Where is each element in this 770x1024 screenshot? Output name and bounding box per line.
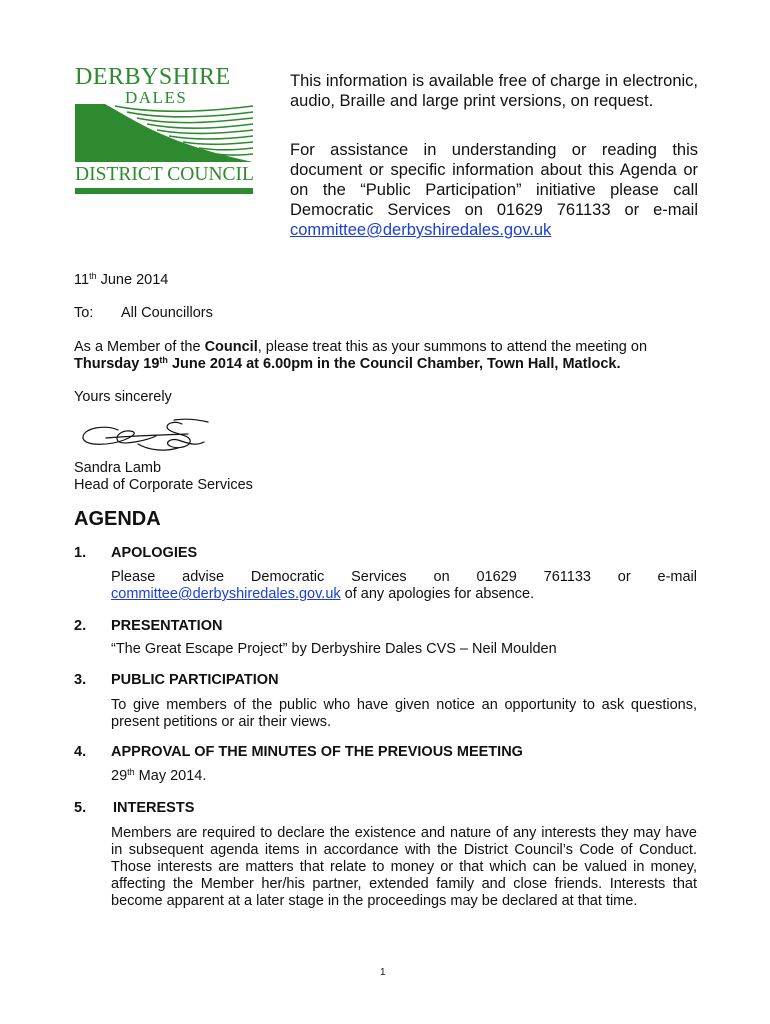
hills-icon [75, 104, 257, 162]
minutes-date-suffix: th [127, 767, 135, 777]
apologies-line [111, 569, 697, 585]
logo-line-district-council: DISTRICT COUNCIL [75, 164, 254, 185]
item-number: 2. [74, 618, 87, 634]
page-number: 1 [380, 967, 386, 978]
apologies-word: Please [111, 569, 156, 585]
item-heading-apologies: APOLOGIES [111, 545, 198, 561]
apologies-text-after: of any apologies for absence. [340, 586, 535, 602]
apologies-email-link[interactable]: committee@derbyshiredales.gov.uk [111, 586, 341, 602]
assistance-text: For assistance in understanding or reading this document or specific information about this Agenda or on the “Public Participation” initiative please call Democratic Services on 01629 761133 or e-mail [290, 141, 698, 219]
item-number: 1. [74, 545, 87, 561]
item-number: 4. [74, 744, 87, 760]
letter-date [74, 272, 168, 289]
summons-body: Council [204, 339, 258, 355]
apologies-word: 761133 [543, 569, 591, 585]
date-rest: June 2014 [96, 272, 169, 288]
apologies-word: advise [182, 569, 225, 585]
interests-text: Members are required to declare the existence and nature of any interests they may have in subsequent agenda items in accordance with the District Council’s Code of Conduct. Those interests are matters that relate to money or that which can be valued in money, affecting the Member her/his partner, extended family and close friends. Interests that become apparent at a later stage in the proceedings may be declared at that time. [111, 825, 697, 909]
apologies-word: on [433, 569, 450, 585]
signature-image [78, 416, 213, 456]
assistance-notice [290, 140, 698, 240]
minutes-date-day: 29 [111, 768, 128, 784]
apologies-word: Services [351, 569, 407, 585]
closing-text: Yours sincerely [74, 389, 172, 405]
item-heading-presentation: PRESENTATION [111, 618, 223, 634]
summons-pre: As a Member of the [74, 339, 205, 355]
meeting-details [74, 356, 621, 373]
meeting-suffix: th [159, 355, 168, 365]
logo-underline [75, 188, 253, 194]
minutes-date-rest: May 2014. [134, 768, 207, 784]
summons-mid: , please treat this as your summons to attend the meeting on [257, 339, 648, 355]
header-email-link[interactable]: committee@derbyshiredales.gov.uk [290, 221, 552, 239]
item-number: 5. [74, 800, 87, 816]
recipient-label: To: [74, 305, 94, 321]
logo-line-derbyshire: DERBYSHIRE [75, 64, 231, 90]
item-heading-interests: INTERESTS [113, 800, 195, 816]
council-logo [75, 64, 257, 199]
availability-notice: This information is available free of charge in electronic, audio, Braille and large print versions, on request. [290, 72, 698, 110]
logo-line-dales: DALES [125, 88, 188, 107]
meeting-rest: June 2014 at 6.00pm in the Council Chamber, Town Hall, Matlock. [167, 356, 621, 372]
date-suffix: th [89, 271, 97, 281]
signatory-title: Head of Corporate Services [74, 477, 253, 493]
date-day: 11 [74, 272, 90, 288]
item-heading-public-participation: PUBLIC PARTICIPATION [111, 672, 279, 688]
apologies-word: or [617, 569, 631, 585]
public-participation-text: To give members of the public who have given notice an opportunity to ask questions, present petitions or air their views. [111, 697, 697, 730]
recipient-value: All Councillors [121, 305, 213, 321]
apologies-word: Democratic [250, 569, 325, 585]
apologies-email-line [111, 586, 534, 603]
item-number: 3. [74, 672, 87, 688]
apologies-word: 01629 [476, 569, 517, 585]
apologies-word: e-mail [657, 569, 697, 585]
summons-line [74, 339, 647, 356]
minutes-date [111, 768, 206, 785]
agenda-heading: AGENDA [74, 508, 161, 530]
presentation-text: “The Great Escape Project” by Derbyshire Dales CVS – Neil Moulden [111, 641, 557, 657]
signatory-name: Sandra Lamb [74, 460, 162, 476]
meeting-day: Thursday 19 [74, 356, 160, 372]
item-heading-minutes: APPROVAL OF THE MINUTES OF THE PREVIOUS MEETING [111, 744, 523, 760]
